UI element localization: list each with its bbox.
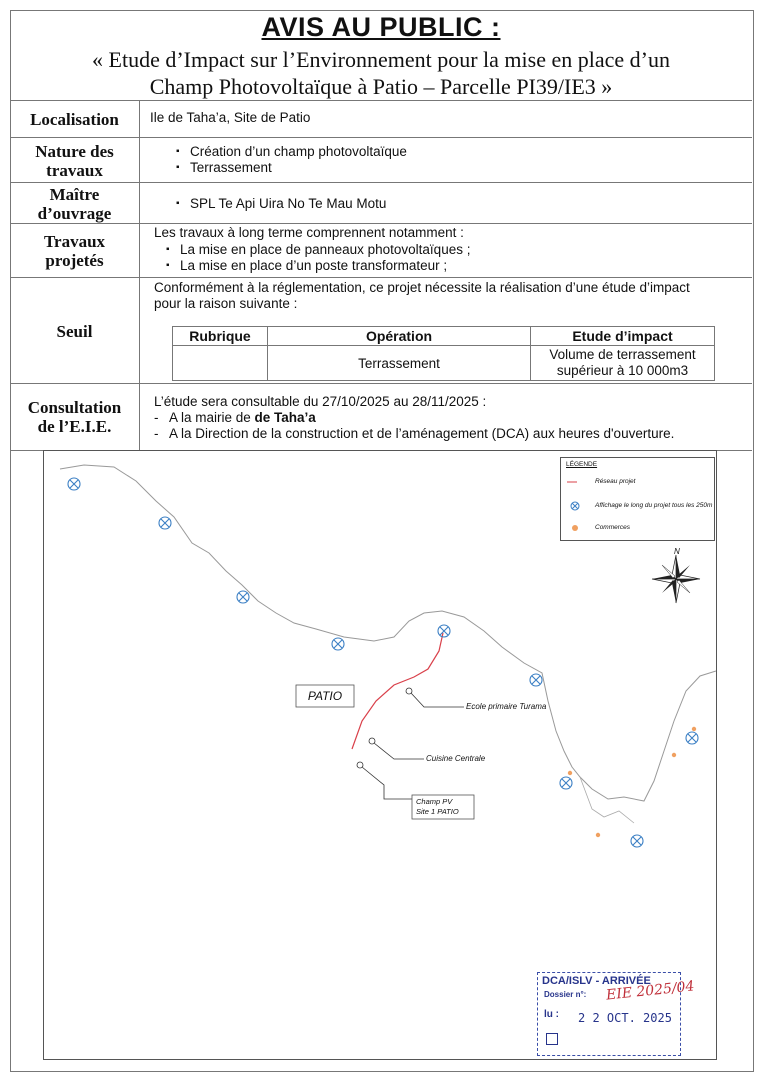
subtitle-line-1: « Etude d’Impact sur l’Environnement pour la mise en place d’un <box>92 47 670 72</box>
table-header-row <box>173 327 715 346</box>
affichage-marker <box>438 625 450 637</box>
map-drawing <box>44 451 716 1059</box>
commerce-marker <box>692 727 696 731</box>
row-seuil <box>10 277 752 384</box>
label-ecole: Ecole primaire Turama <box>466 702 547 711</box>
legend-item-affichage: Affichage le long du projet tous les 250m <box>595 502 713 509</box>
consultation-intro: L’étude sera consultable du 27/10/2025 au 28/11/2025 : <box>154 394 487 409</box>
travaux-item: ▪ La mise en place d’un poste transformateur ; <box>160 258 470 274</box>
legend-item-network: Réseau projet <box>595 478 636 485</box>
affichage-marker <box>560 777 572 789</box>
legend-title: LÉGENDE <box>566 461 598 468</box>
reseau-projet-line <box>352 633 443 749</box>
map-legend <box>560 457 715 541</box>
patio-label: PATIO <box>307 689 343 703</box>
affichage-marker <box>530 674 542 686</box>
row-localisation <box>10 100 752 138</box>
row-travaux-projetes <box>10 223 752 278</box>
commerce-marker <box>672 753 676 757</box>
header-operation: Opération <box>268 327 531 346</box>
coastline-inner <box>580 777 634 823</box>
localisation-value: Ile de Taha’a, Site de Patio <box>150 110 311 125</box>
page-title: AVIS AU PUBLIC : <box>261 12 501 42</box>
stamp-signature-mark <box>546 1033 558 1045</box>
commerce-markers <box>568 727 696 837</box>
consultation-item-dca: - A la Direction de la construction et de l’aménagement (DCA) aux heures d'ouverture. <box>154 426 675 441</box>
maitre-value: ▪ SPL Te Api Uira No Te Mau Motu <box>170 196 386 212</box>
page-subtitle <box>10 46 752 100</box>
cell-operation: Terrassement <box>268 346 531 381</box>
affichage-marker <box>332 638 344 650</box>
stamp-handwritten-number: EIE 2025/04 <box>605 978 696 1004</box>
north-label: N <box>674 547 680 556</box>
legend-commerce-symbol <box>572 525 578 531</box>
reception-stamp <box>537 972 696 1056</box>
stamp-lu-label: lu : <box>544 1009 559 1020</box>
commerce-marker <box>568 771 572 775</box>
label-travaux-projetes: Travaux projetés <box>10 224 140 278</box>
stamp-header: DCA/ISLV - ARRIVÉE <box>542 975 651 987</box>
label-nature-travaux: Nature des travaux <box>10 138 140 183</box>
stamp-dossier-label: Dossier n°: <box>544 990 587 999</box>
seuil-intro-line-1: Conformément à la réglementation, ce projet nécessite la réalisation d’une étude d’impact <box>154 280 690 295</box>
cell-etude-impact: Volume de terrassement supérieur à 10 000m3 <box>531 346 715 381</box>
affichage-marker <box>631 835 643 847</box>
seuil-intro-line-2: pour la raison suivante : <box>154 296 298 311</box>
subtitle-line-2: Champ Photovoltaïque à Patio – Parcelle PI39/IE3 » <box>149 74 613 99</box>
affichage-marker <box>159 517 171 529</box>
legend-marker-icon <box>571 502 579 510</box>
affichage-marker <box>68 478 80 490</box>
row-maitre-ouvrage <box>10 182 752 224</box>
header-etude-impact: Etude d’impact <box>531 327 715 346</box>
nature-item: ▪ Terrassement <box>170 160 407 176</box>
north-arrow-icon <box>652 555 700 603</box>
row-nature-travaux <box>10 137 752 183</box>
nature-item: ▪ Création d’un champ photovoltaïque <box>170 144 407 160</box>
label-consultation: Consultation de l’E.I.E. <box>10 384 140 450</box>
row-consultation <box>10 383 752 451</box>
seuil-table <box>172 326 715 381</box>
label-champ-pv: Champ PV Site 1 PATIO <box>416 797 459 816</box>
stamp-date: 2 2 OCT. 2025 <box>578 1011 672 1025</box>
legend-symbols <box>561 458 714 540</box>
affichage-marker <box>686 732 698 744</box>
label-maitre-ouvrage: Maître d’ouvrage <box>10 183 140 224</box>
site-map <box>43 450 717 1060</box>
label-cuisine: Cuisine Centrale <box>426 754 486 763</box>
commerce-marker <box>596 833 600 837</box>
affichage-marker <box>237 591 249 603</box>
travaux-item: ▪ La mise en place de panneaux photovoltaïques ; <box>160 242 470 258</box>
label-localisation: Localisation <box>10 101 140 138</box>
legend-item-commerce: Commerces <box>595 524 631 531</box>
travaux-intro: Les travaux à long terme comprennent notamment : <box>154 225 464 240</box>
consultation-item-mairie: - A la mairie de de Taha’a <box>154 410 316 425</box>
label-seuil: Seuil <box>10 278 140 384</box>
cell-rubrique <box>173 346 268 381</box>
header-rubrique: Rubrique <box>173 327 268 346</box>
table-row <box>173 346 715 381</box>
